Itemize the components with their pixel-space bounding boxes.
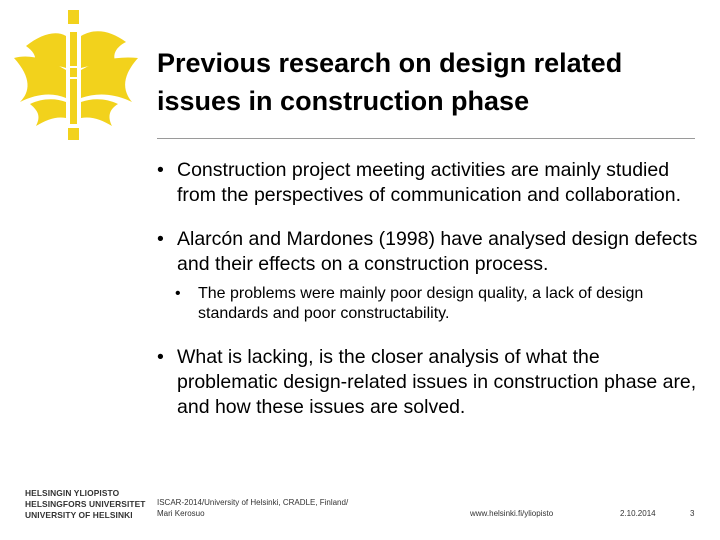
- university-name-line: UNIVERSITY OF HELSINKI: [25, 510, 133, 520]
- slide-title: Previous research on design related issues in construction phase: [157, 48, 623, 116]
- bullet-item: • Alarcón and Mardones (1998) have analysed design defects and their effects on a construction process.: [157, 227, 702, 277]
- footer-date: 2.10.2014: [620, 509, 656, 518]
- bullet-item: • Construction project meeting activities are mainly studied from the perspectives of communication and collaboration.: [157, 158, 702, 208]
- title-divider: [157, 138, 695, 139]
- university-name-line: HELSINGFORS UNIVERSITET: [25, 499, 146, 509]
- page-number: 3: [690, 509, 695, 518]
- footer-conference: ISCAR-2014/University of Helsinki, CRADLE, Finland/ Mari Kerosuo: [157, 498, 349, 518]
- university-name-line: HELSINGIN YLIOPISTO: [25, 488, 120, 498]
- sub-bullet-item: • The problems were mainly poor design quality, a lack of design standards and poor constructability.: [175, 284, 702, 324]
- flame-icon: [6, 6, 146, 142]
- bullet-item: • What is lacking, is the closer analysis of what the problematic design-related issues in construction phase are, and how these issues are solved.: [157, 345, 702, 420]
- footer-url[interactable]: www.helsinki.fi/yliopisto: [470, 509, 554, 518]
- university-name: [25, 488, 146, 521]
- bullet-list: [157, 158, 702, 439]
